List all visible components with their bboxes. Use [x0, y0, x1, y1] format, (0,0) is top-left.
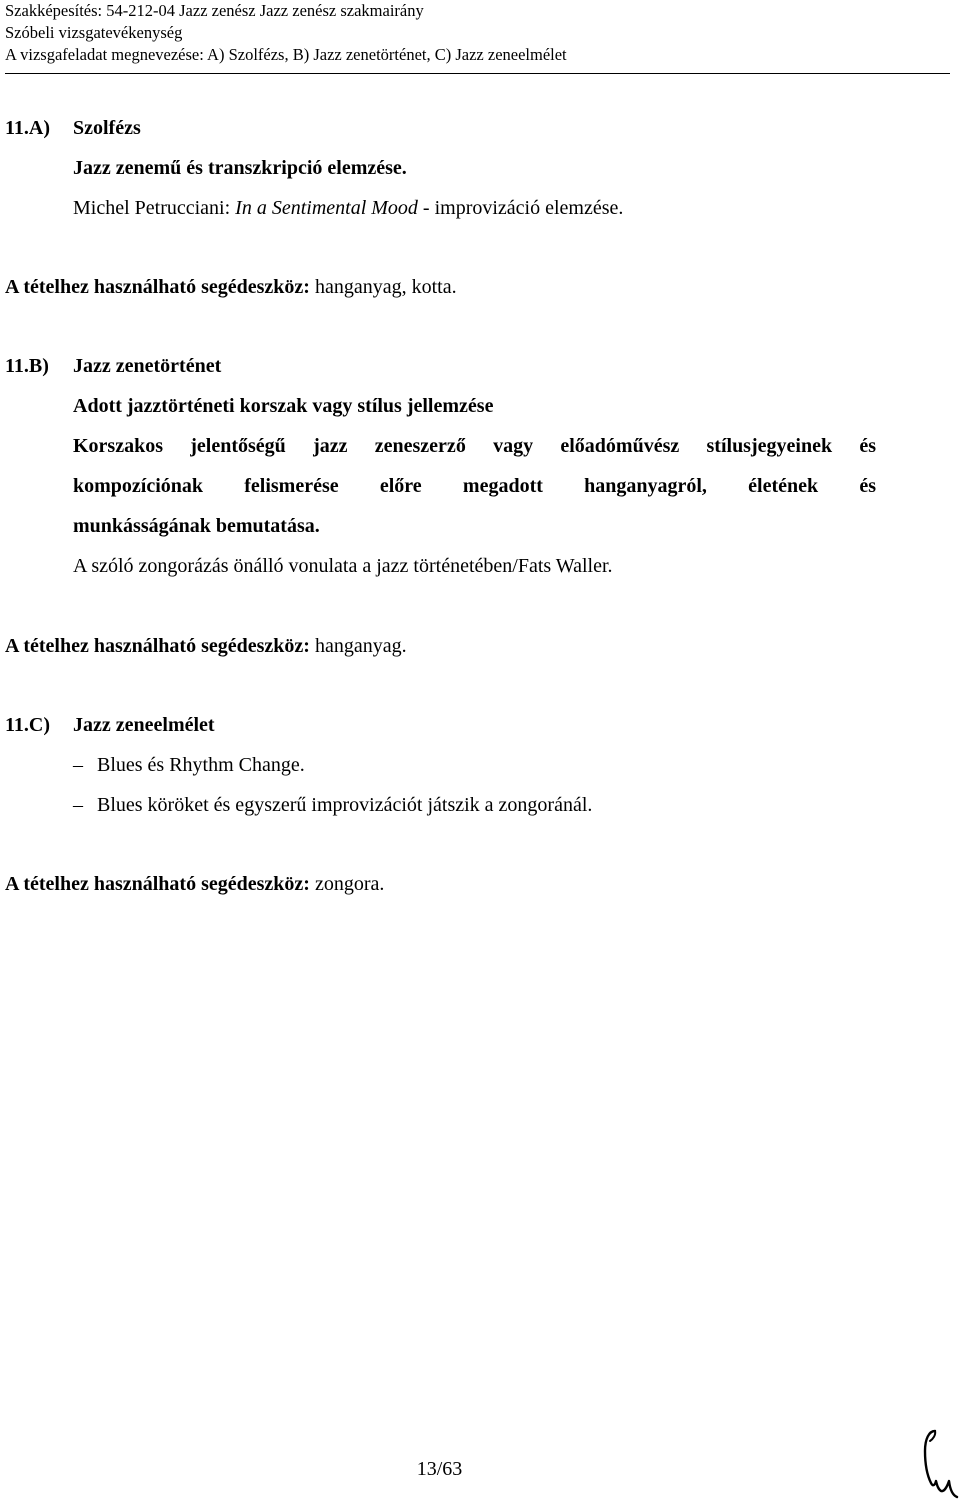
section-b-title: Jazz zenetörténet [73, 355, 222, 377]
signature-mark [905, 1425, 960, 1503]
page-number: 13/63 [416, 1458, 463, 1480]
section-b-number: 11.B) [5, 355, 49, 377]
section-a-line2 [73, 196, 623, 220]
section-b-line1: Adott jazztörténeti korszak vagy stílus jellemzése [73, 395, 494, 417]
section-c-number: 11.C) [5, 714, 50, 736]
section-c-tools-label: A tételhez használható segédeszköz: [5, 873, 310, 895]
section-a-number: 11.A) [5, 117, 50, 139]
section-a-line2-prefix: Michel Petrucciani: [73, 197, 236, 219]
section-a-heading [5, 116, 141, 140]
section-b-para-line1: Korszakos jelentőségű jazz zeneszerző vagy előadóművész stílusjegyeinek és [73, 435, 876, 457]
section-a-tools-label: A tételhez használható segédeszköz: [5, 276, 310, 298]
page-header [5, 0, 945, 66]
section-c-item-1-text: Blues és Rhythm Change. [97, 754, 305, 776]
section-a-line2-suffix: - improvizáció elemzése. [417, 197, 624, 219]
dash-bullet: – [73, 754, 83, 776]
section-b-tools [5, 634, 407, 658]
section-b-para-line2: kompozíciónak felismerése előre megadott hanganyagról, életének és [73, 475, 876, 497]
section-c-item-1 [73, 753, 305, 777]
header-task-name: A vizsgafeladat megnevezése: A) Szolfézs, B) Jazz zenetörténet, C) Jazz zeneelmélet [5, 45, 567, 64]
section-c-item-2 [73, 793, 592, 817]
section-a-piece-title: In a Sentimental Mood [235, 197, 418, 219]
section-c-tools-value: zongora. [309, 873, 385, 895]
section-b-tools-label: A tételhez használható segédeszköz: [5, 635, 310, 657]
section-a-title: Szolfézs [73, 117, 141, 139]
section-a-tools [5, 275, 457, 299]
section-a-tools-value: hanganyag, kotta. [309, 276, 457, 298]
section-b-line-waller: A szóló zongorázás önálló vonulata a jazz történetében/Fats Waller. [73, 555, 613, 577]
section-c-tools [5, 872, 384, 896]
section-c-title: Jazz zeneelmélet [73, 714, 215, 736]
section-b-tools-value: hanganyag. [309, 635, 407, 657]
section-b-heading [5, 354, 221, 378]
header-divider [5, 73, 950, 74]
section-b-para-line3: munkásságának bemutatása. [73, 515, 320, 537]
header-exam-type: Szóbeli vizsgatevékenység [5, 23, 183, 42]
header-qualification: Szakképesítés: 54-212-04 Jazz zenész Jazz zenész szakmairány [5, 1, 424, 20]
section-a-line1: Jazz zenemű és transzkripció elemzése. [73, 157, 407, 179]
section-c-item-2-text: Blues köröket és egyszerű improvizációt játszik a zongoránál. [97, 794, 593, 816]
section-c-heading [5, 713, 215, 737]
dash-bullet: – [73, 794, 83, 816]
